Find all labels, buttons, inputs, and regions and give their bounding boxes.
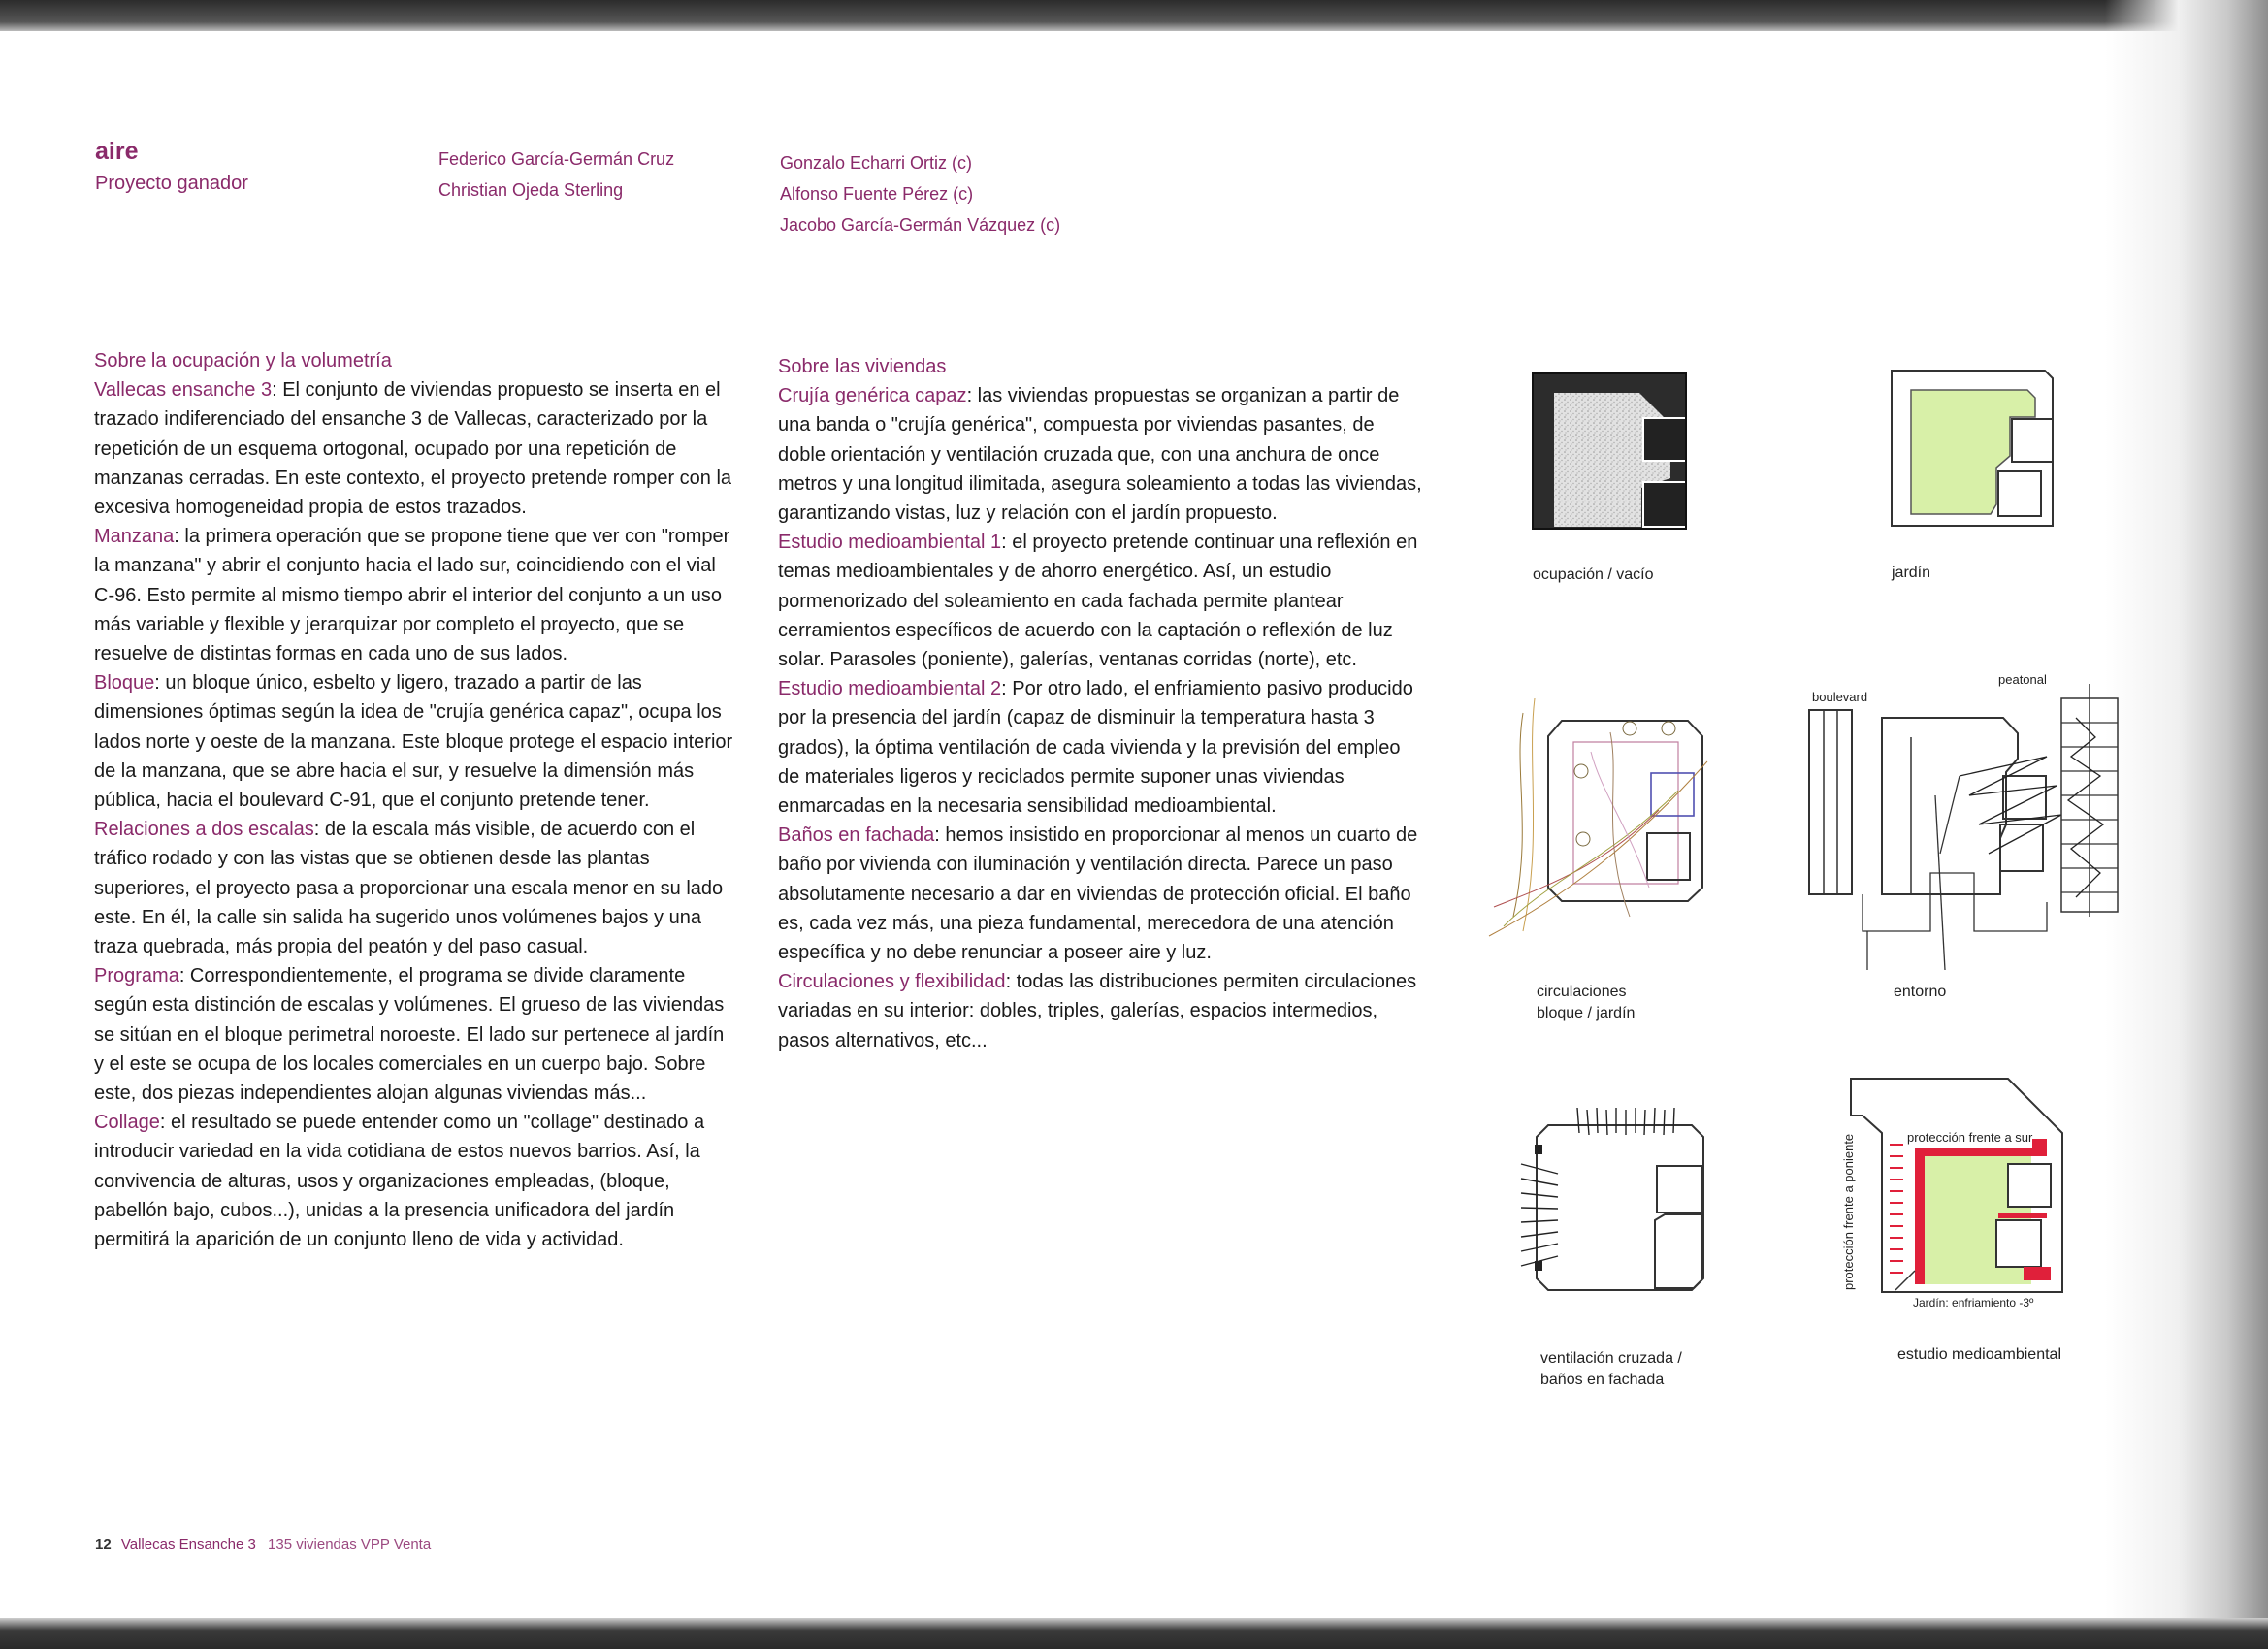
paragraph-text: : El conjunto de viviendas propuesto se inserta en el trazado indiferenciado del ensanche 3 de Vallecas, caracterizado por la repetición de un esquema ortogonal, ocupado por una repetición de manzanas cerradas. En este contexto, el proyecto pretende romper con la excesiva homogeneidad propia de estos trazados.	[94, 379, 732, 519]
authors-list-2	[780, 147, 1060, 241]
paragraph-text: : el resultado se puede entender como un "collage" destinado a introducir variedad en la vida cotidiana de estos nuevos barrios. Así, la convivencia de alturas, usos y organizaciones empleadas, (bloque, pabellón bajo, cubos...), unidas a la presencia unificadora del jardín permitirá la aparición de un conjunto lleno de vida y actividad.	[94, 1112, 705, 1251]
diagram-caption	[1540, 1348, 1682, 1391]
paragraph-keyword: Circulaciones y flexibilidad	[778, 971, 1006, 993]
paragraph-text: : el proyecto pretende continuar una reflexión en temas medioambientales y de ahorro energético. Así, un estudio pormenorizado del soleamiento en cada fachada permite plantear cerramientos específicos de acuerdo con la captación o reflexión de luz solar. Parasoles (poniente), galerías, ventanas corridas (norte), etc.	[778, 532, 1418, 671]
diagram-label: boulevard	[1812, 690, 1868, 704]
scan-shadow-bottom	[0, 1618, 2268, 1649]
author: Christian Ojeda Sterling	[438, 180, 624, 200]
project-title: aire	[95, 138, 139, 165]
section-heading: Sobre las viviendas	[778, 356, 947, 377]
paragraph-text: : todas las distribuciones permiten circulaciones variadas en su interior: dobles, triples, galerías, espacios intermedios, pasos alternativos, etc...	[778, 971, 1417, 1051]
diagram-caption	[1537, 982, 1635, 1024]
cube-volume	[1998, 471, 2041, 516]
footer-description: 135 viviendas VPP Venta	[268, 1536, 432, 1553]
diagram-caption: entorno	[1894, 984, 1947, 1000]
paragraph-keyword: Manzana	[94, 526, 175, 548]
paragraph	[94, 375, 738, 522]
paragraph-keyword: Bloque	[94, 672, 155, 695]
cube-volume	[1643, 482, 1688, 527]
author: Alfonso Fuente Pérez (c)	[780, 184, 974, 204]
author: Federico García-Germán Cruz	[438, 149, 675, 169]
cube-volume	[1643, 418, 1688, 461]
paragraph-keyword: Relaciones a dos escalas	[94, 819, 314, 841]
diagram-label: protección frente a sur	[1907, 1127, 2032, 1148]
paragraph	[94, 522, 738, 668]
paragraph	[94, 668, 738, 815]
diagram-label: peatonal	[1998, 672, 2047, 687]
author: Gonzalo Echarri Ortiz (c)	[780, 153, 973, 173]
page-footer	[95, 1536, 431, 1553]
paragraph	[778, 528, 1426, 674]
cube-volume	[1657, 1166, 1701, 1212]
cube-volume	[1655, 1214, 1701, 1288]
paragraph-text: : de la escala más visible, de acuerdo con el tráfico rodado y con las vistas que se obtienen desde las plantas superiores, el proyecto pasa a proporcionar una escala menor en su lado este. En él, la calle sin salida ha sugerido unos volúmenes bajos y una traza quebrada, más propia del peatón y del paso casual.	[94, 819, 724, 958]
author: Jacobo García-Germán Vázquez (c)	[780, 215, 1061, 235]
diagram-circulaciones	[1484, 694, 1727, 946]
paragraph-keyword: Vallecas ensanche 3	[94, 379, 273, 402]
cube-volume	[1996, 1220, 2041, 1267]
caption-line: circulaciones	[1537, 984, 1627, 1000]
diagram-label: protección frente a poniente	[1841, 1133, 1856, 1290]
paragraph	[778, 674, 1426, 821]
paragraph-text: : un bloque único, esbelto y ligero, trazado a partir de las dimensiones óptimas según la idea de "crujía genérica capaz", ocupa los lados norte y oeste de la manzana. Este bloque protege el espacio interior de la manzana, que se abre hacia el sur, y resuelve la dimensión más pública, hacia el boulevard C-91, que el conjunto pretende tener.	[94, 672, 733, 812]
paragraph	[94, 815, 738, 961]
text-column-volumetria	[94, 346, 738, 1254]
diagram-estudio-medioambiental	[1833, 1077, 2076, 1319]
diagram-caption: estudio medioambiental	[1897, 1346, 2061, 1363]
diagram-caption: ocupación / vacío	[1533, 566, 1654, 583]
authors-list-1	[438, 144, 674, 206]
diagram-entorno	[1804, 679, 2124, 980]
paragraph-text: : Por otro lado, el enfriamiento pasivo producido por la presencia del jardín (capaz de disminuir la temperatura hasta 3 grados), la óptima ventilación de cada vivienda y la previsión del empleo de materiales ligeros y reciclados permite suponer unas viviendas enmarcadas en la necesaria sensibilidad medioambiental.	[778, 678, 1413, 818]
paragraph-keyword: Baños en fachada	[778, 824, 935, 847]
footer-section: Vallecas Ensanche 3	[120, 1536, 256, 1553]
diagram-caption: jardín	[1892, 565, 1931, 581]
paragraph-keyword: Collage	[94, 1112, 160, 1134]
diagram-ocupacion-vacio	[1523, 364, 1707, 538]
caption-line: bloque / jardín	[1537, 1005, 1636, 1021]
scan-shadow-top	[0, 0, 2268, 31]
diagram-label: Jardín: enfriamiento -3º	[1913, 1296, 2034, 1310]
paragraph	[94, 1108, 738, 1254]
project-subtitle: Proyecto ganador	[95, 173, 248, 194]
paragraph-text: : las viviendas propuestas se organizan a partir de una banda o "crujía genérica", compuesta por viviendas pasantes, de doble orientación y ventilación cruzada que, con una anchura de once metros y una longitud ilimitada, asegura soleamiento a todas las viviendas, garantizando vistas, luz y relación con el jardín propuesto.	[778, 385, 1422, 525]
paragraph-keyword: Estudio medioambiental 1	[778, 532, 1002, 554]
paragraph	[778, 967, 1426, 1055]
caption-line: ventilación cruzada /	[1540, 1350, 1682, 1367]
text-column-viviendas	[778, 352, 1426, 1055]
paragraph	[778, 821, 1426, 967]
diagram-jardin	[1882, 359, 2066, 538]
cube-volume	[1651, 773, 1694, 816]
cube-volume	[2012, 419, 2053, 462]
paragraph	[778, 381, 1426, 528]
section-heading: Sobre la ocupación y la volumetría	[94, 350, 392, 372]
scan-shadow-right	[2105, 0, 2268, 1649]
paragraph-keyword: Crujía genérica capaz	[778, 385, 967, 407]
paragraph	[94, 961, 738, 1108]
page-number: 12	[95, 1536, 112, 1553]
paragraph-keyword: Estudio medioambiental 2	[778, 678, 1002, 700]
paragraph-keyword: Programa	[94, 965, 179, 987]
paragraph-text: : hemos insistido en proporcionar al menos un cuarto de baño por vivienda con iluminación y ventilación directa. Parece un paso absolutamente necesario a dar en viviendas de protección oficial. El baño es, cada vez más, una pieza fundamental, merecedora de una atención específica y no debe renunciar a poseer aire y luz.	[778, 824, 1418, 964]
paragraph-text: : la primera operación que se propone tiene que ver con "romper la manzana" y abrir el conjunto hacia el lado sur, coincidiendo con el vial C-96. Esto permite al mismo tiempo abrir el interior del conjunto a un uso más variable y flexible y jerarquizar por completo el proyecto, que se resuelve de distintas formas en cada uno de sus lados.	[94, 526, 730, 665]
cube-volume	[1647, 833, 1690, 880]
cube-volume	[2008, 1164, 2051, 1207]
diagram-ventilacion	[1519, 1106, 1723, 1300]
paragraph-text: : Correspondientemente, el programa se divide claramente según esta distinción de escalas y volúmenes. El grueso de las viviendas se sitúan en el bloque perimetral noroeste. El lado sur pertenece al jardín y el este se ocupa de los locales comerciales en un cuerpo bajo. Sobre este, dos piezas independientes alojan algunas viviendas más...	[94, 965, 725, 1105]
caption-line: baños en fachada	[1540, 1372, 1665, 1388]
